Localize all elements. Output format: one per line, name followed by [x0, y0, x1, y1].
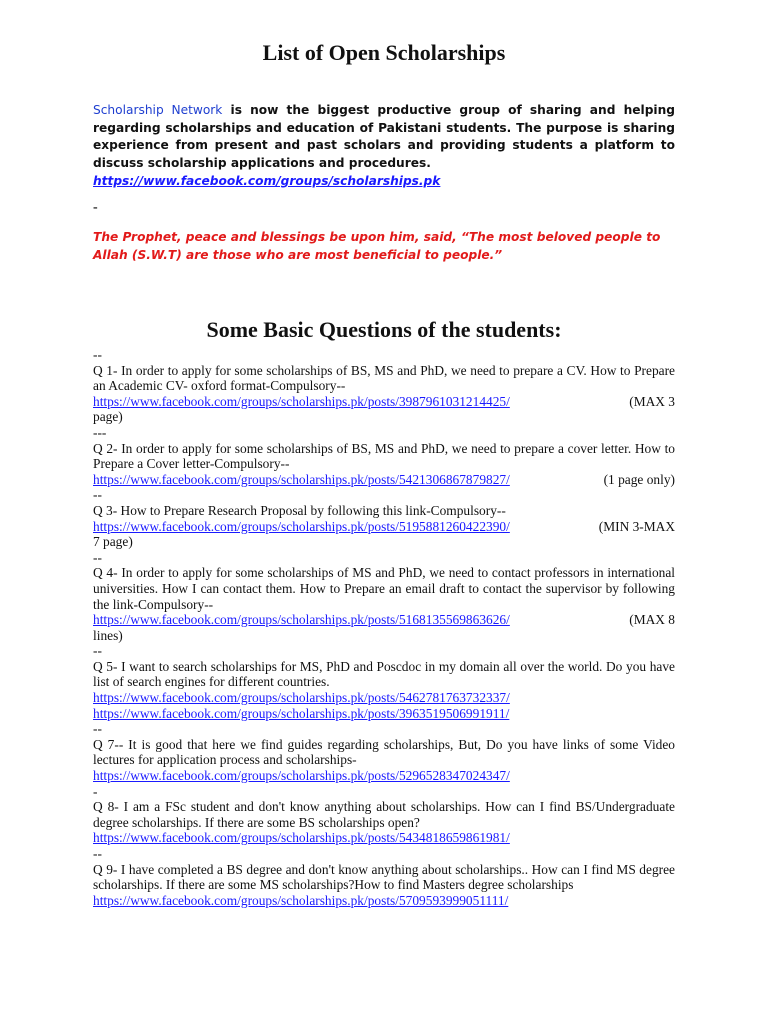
question-link[interactable]: https://www.facebook.com/groups/scholarships.pk/posts/5434818659861981/ [93, 830, 510, 846]
question-note: (MIN 3-MAX [598, 518, 675, 534]
question-text: Q 2- In order to apply for some scholarships of BS, MS and PhD, we need to prepare a cover letter. How to Prepare a Cover letter-Compulsory-- [93, 440, 675, 472]
question-link[interactable]: https://www.facebook.com/groups/scholarships.pk/posts/3963519506991911/ [93, 705, 510, 721]
question-text: Q 5- I want to search scholarships for MS, PhD and Poscdoc in my domain all over the world. Do you have list of search engines for different countries. [93, 658, 675, 690]
question-link-row [93, 519, 675, 535]
intro-paragraph [93, 102, 675, 172]
question-separator: -- [93, 846, 102, 861]
question-link[interactable]: https://www.facebook.com/groups/scholarships.pk/posts/5168135569863626/ [93, 612, 510, 628]
network-name: Scholarship Network [93, 103, 223, 117]
question-separator: -- [93, 347, 102, 362]
question-note-cont: 7 page) [93, 534, 133, 550]
question-separator: - [93, 783, 98, 799]
question-link[interactable]: https://www.facebook.com/groups/scholarships.pk/posts/5195881260422390/ [93, 518, 510, 534]
section-title: Some Basic Questions of the students: [206, 317, 562, 342]
question-text: Q 1- In order to apply for some scholarships of BS, MS and PhD, we need to prepare a CV. How to Prepare an Academic CV- oxford format-Compulsory-- [93, 362, 675, 394]
question-note: (MAX 8 [629, 612, 675, 628]
question-separator: -- [93, 487, 102, 503]
question-note: (MAX 3 [629, 393, 675, 409]
question-text: Q 7-- It is good that here we find guides regarding scholarships, But, Do you have links of some Video lectures for application process and scholarships- [93, 736, 675, 768]
question-text: Q 3- How to Prepare Research Proposal by following this link-Compulsory-- [93, 502, 506, 518]
facebook-group-link[interactable]: https://www.facebook.com/groups/scholarships.pk [93, 174, 441, 188]
question-note-cont: lines) [93, 627, 123, 643]
question-link[interactable]: https://www.facebook.com/groups/scholarships.pk/posts/3987961031214425/ [93, 393, 510, 409]
question-link[interactable]: https://www.facebook.com/groups/scholarships.pk/posts/5296528347024347/ [93, 768, 510, 784]
question-separator: -- [93, 549, 102, 565]
dash-separator: - [93, 200, 98, 215]
questions-list [93, 347, 675, 908]
question-link[interactable]: https://www.facebook.com/groups/scholarships.pk/posts/5462781763732337/ [93, 690, 510, 706]
question-link-row [93, 612, 675, 628]
intro-text: is now the biggest productive group of sharing and helping regarding scholarships and education of Pakistani students. The purpose is sharing experience from present and past scholars and providing students a platform to discuss scholarship applications and procedures. [93, 103, 675, 170]
hadith-quote: The Prophet, peace and blessings be upon him, said, “The most beloved people to Allah (S.W.T) are those who are most beneficial to people.” [93, 230, 661, 262]
question-link-row [93, 472, 675, 488]
question-note: (1 page only) [603, 471, 675, 487]
question-text: Q 9- I have completed a BS degree and don't know anything about scholarships.. How can I find MS degree scholarships. If there are some MS scholarships?How to find Masters degree scholarships [93, 861, 675, 893]
question-separator: -- [93, 721, 102, 737]
question-separator: -- [93, 643, 102, 659]
question-note-cont: page) [93, 409, 123, 425]
question-link[interactable]: https://www.facebook.com/groups/scholarships.pk/posts/5421306867879827/ [93, 471, 510, 487]
question-text: Q 4- In order to apply for some scholarships of MS and PhD, we need to contact professors in international universities. How I can contact them. How to Prepare an email draft to contact the supervisor by following the link-Compulsory-- [93, 565, 675, 612]
question-text: Q 8- I am a FSc student and don't know anything about scholarships. How can I find BS/Undergraduate degree scholarships. If there are some BS scholarships open? [93, 799, 675, 830]
question-link-row [93, 394, 675, 410]
question-separator: --- [93, 424, 107, 440]
question-link[interactable]: https://www.facebook.com/groups/scholarships.pk/posts/5709593999051111/ [93, 892, 509, 908]
page-title: List of Open Scholarships [262, 40, 506, 65]
